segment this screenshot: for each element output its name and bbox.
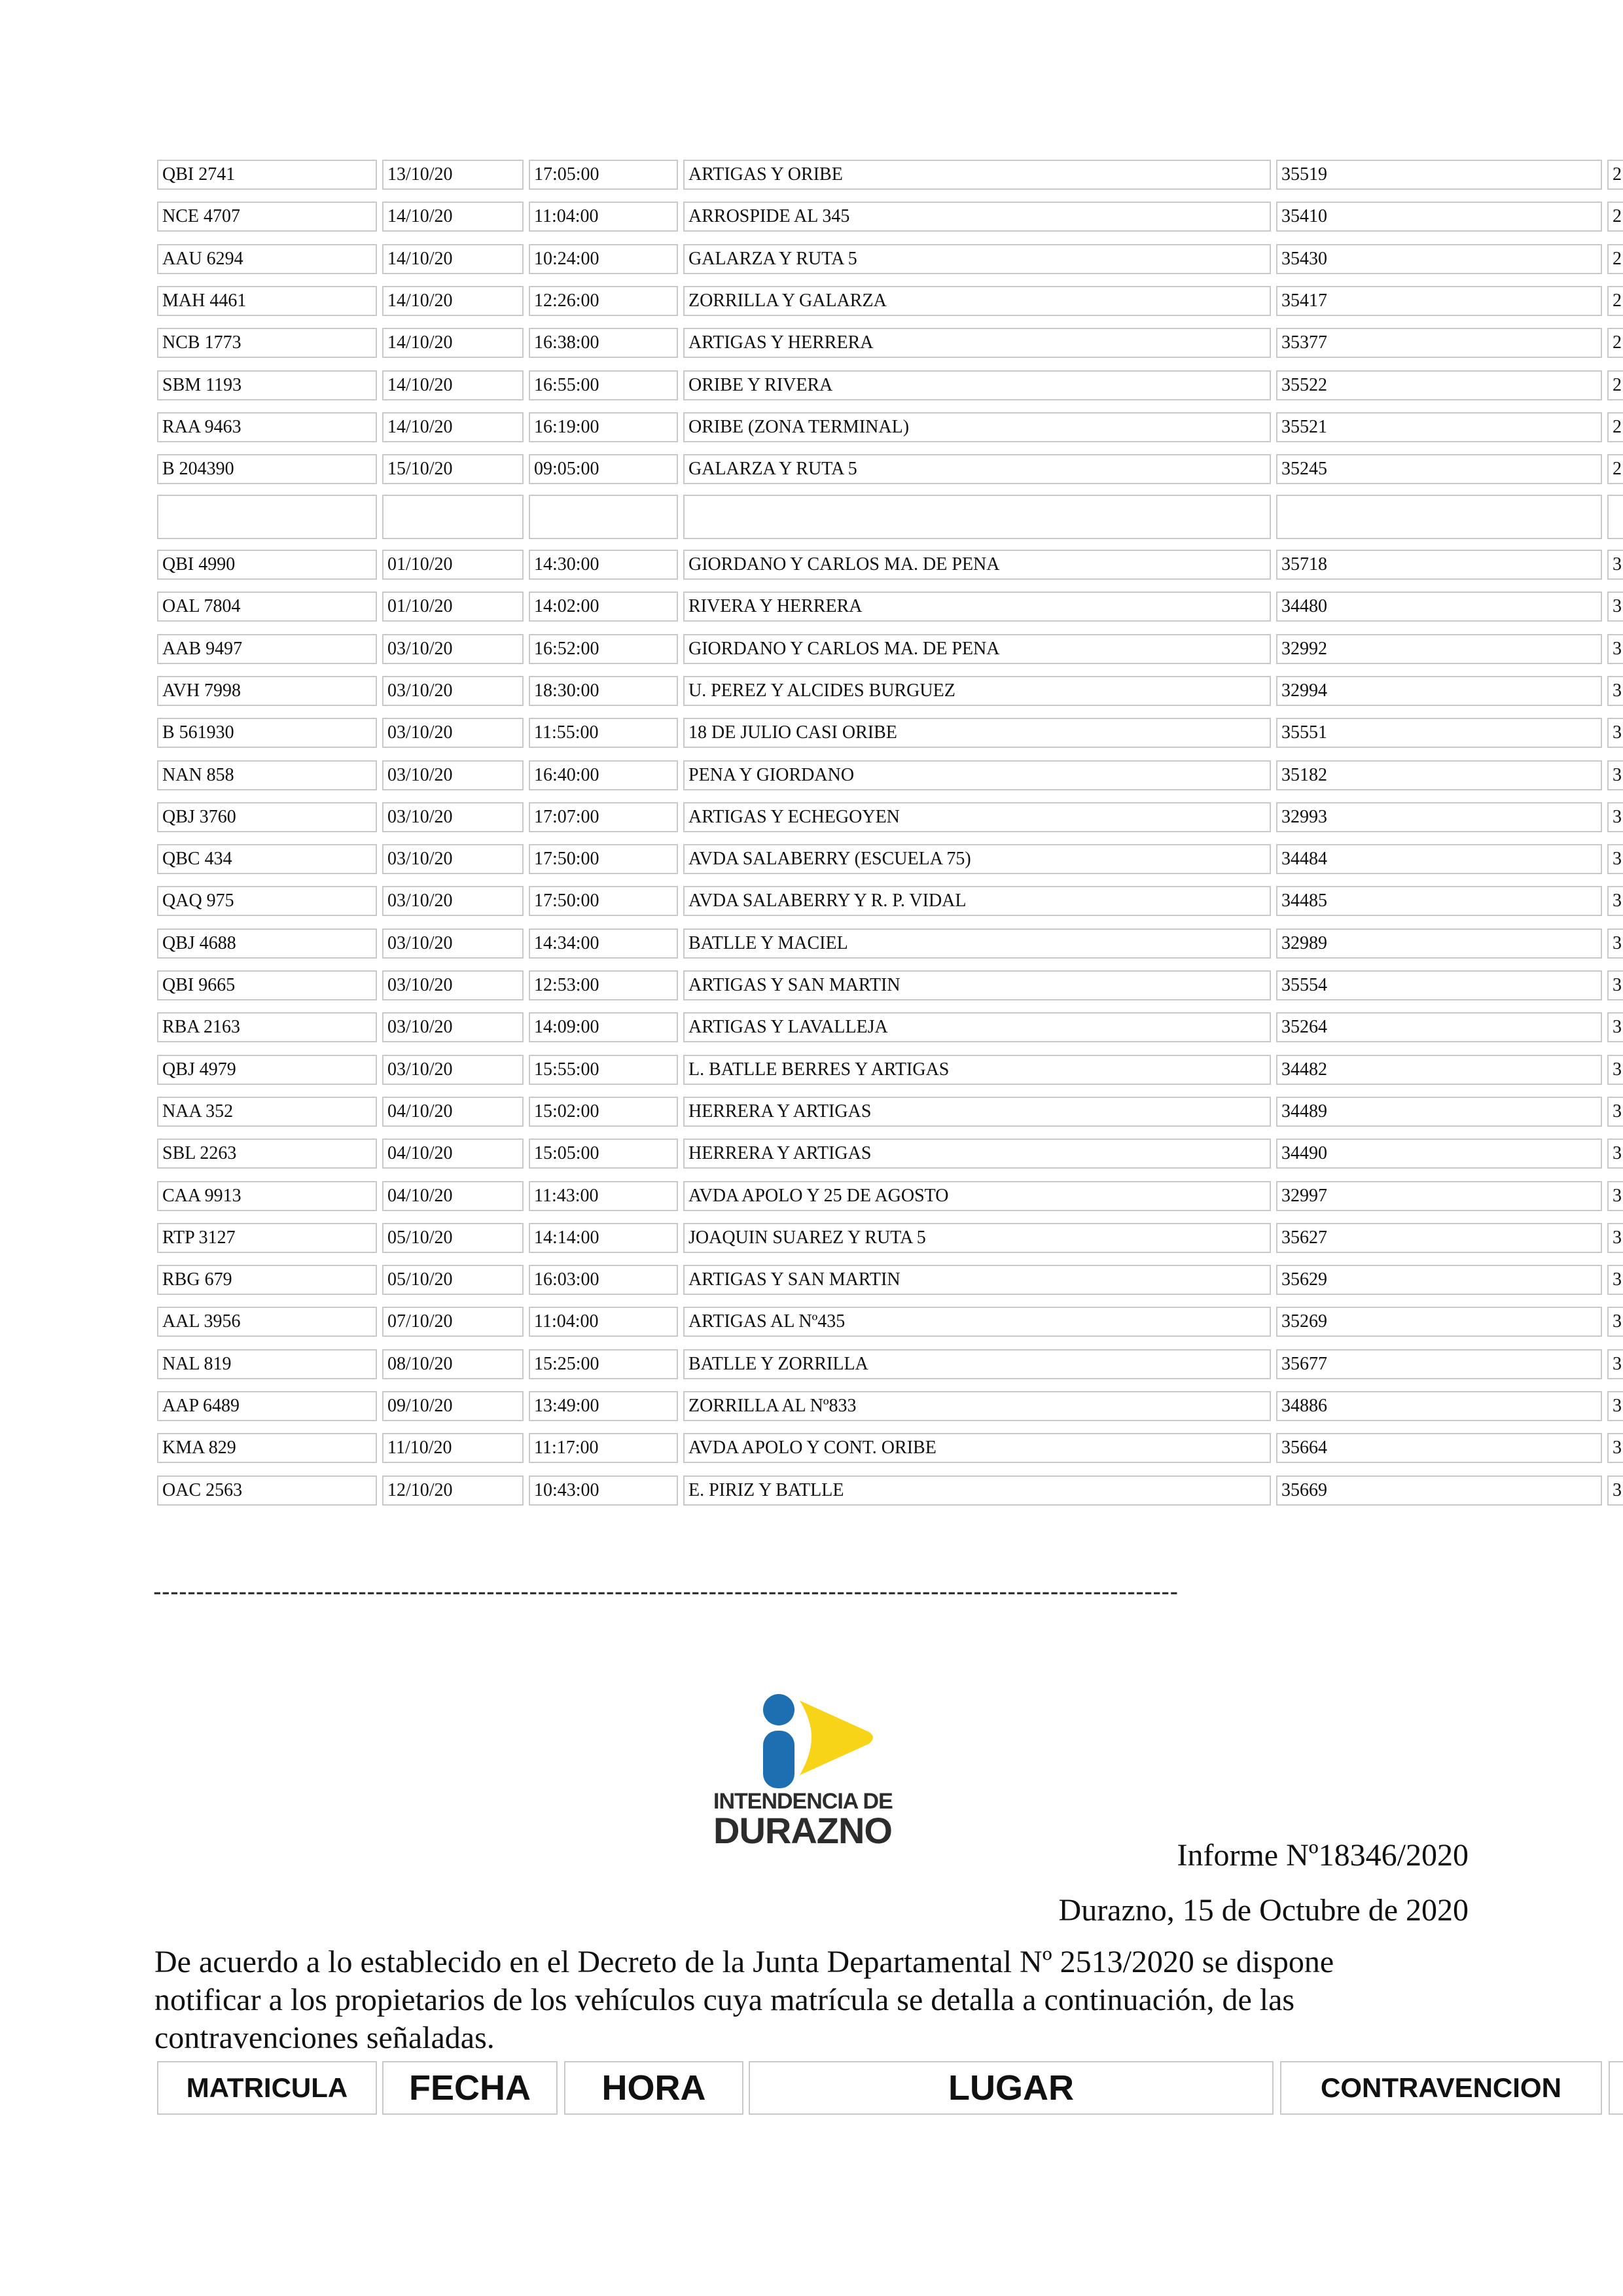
cell-contravencion: 32997 — [1276, 1181, 1602, 1211]
cell-contravencion: 32993 — [1276, 802, 1602, 832]
cell-fecha: 03/10/20 — [382, 970, 524, 1000]
cell-contravencion: 35521 — [1276, 412, 1602, 442]
cell-matricula: NAN 858 — [157, 760, 377, 790]
cell-hora: 10:43:00 — [529, 1475, 678, 1506]
header-extra — [1609, 2061, 1623, 2115]
cell-fecha: 03/10/20 — [382, 634, 524, 664]
cell-hora: 16:52:00 — [529, 634, 678, 664]
cell-extra: 2 — [1607, 370, 1623, 400]
cell-matricula: B 561930 — [157, 718, 377, 748]
table-row — [0, 370, 1623, 403]
cell-hora: 14:34:00 — [529, 928, 678, 959]
cell-matricula: KMA 829 — [157, 1433, 377, 1463]
cell-lugar: BATLLE Y MACIEL — [683, 928, 1271, 959]
table-row — [0, 244, 1623, 277]
cell-hora: 13:49:00 — [529, 1391, 678, 1421]
cell-fecha: 03/10/20 — [382, 1012, 524, 1042]
cell-hora: 16:19:00 — [529, 412, 678, 442]
table-row — [0, 1307, 1623, 1339]
table-row — [0, 1475, 1623, 1508]
cell-lugar: AVDA APOLO Y CONT. ORIBE — [683, 1433, 1271, 1463]
cell-extra: 3 — [1607, 1139, 1623, 1169]
table-row — [0, 1097, 1623, 1129]
cell-matricula: NCB 1773 — [157, 328, 377, 358]
notice-paragraph: De acuerdo a lo establecido en el Decreto de la Junta Departamental Nº 2513/2020 se dispone notificar a los propietarios de los vehículos cuya matrícula se detalla a continuación, de las contravenciones señaladas. — [154, 1945, 1334, 2055]
cell-fecha: 15/10/20 — [382, 454, 524, 484]
cell-fecha: 01/10/20 — [382, 592, 524, 622]
cell-fecha-empty — [382, 495, 524, 539]
cell-matricula: AAU 6294 — [157, 244, 377, 274]
cell-lugar: ARTIGAS Y LAVALLEJA — [683, 1012, 1271, 1042]
cell-fecha: 14/10/20 — [382, 412, 524, 442]
cell-hora: 11:55:00 — [529, 718, 678, 748]
cell-extra: 3 — [1607, 1349, 1623, 1379]
cell-contravencion: 35417 — [1276, 286, 1602, 316]
cell-contravencion: 35669 — [1276, 1475, 1602, 1506]
cell-matricula: NAL 819 — [157, 1349, 377, 1379]
cell-contravencion: 34480 — [1276, 592, 1602, 622]
cell-matricula: RTP 3127 — [157, 1223, 377, 1253]
table-row — [0, 1012, 1623, 1045]
cell-extra: 3 — [1607, 1055, 1623, 1085]
cell-lugar: AVDA APOLO Y 25 DE AGOSTO — [683, 1181, 1271, 1211]
table-row — [0, 802, 1623, 835]
cell-lugar: AVDA SALABERRY (ESCUELA 75) — [683, 844, 1271, 874]
cell-fecha: 04/10/20 — [382, 1139, 524, 1169]
table-row — [0, 928, 1623, 961]
cell-lugar: JOAQUIN SUAREZ Y RUTA 5 — [683, 1223, 1271, 1253]
cell-fecha: 14/10/20 — [382, 370, 524, 400]
cell-lugar: ORIBE (ZONA TERMINAL) — [683, 412, 1271, 442]
cell-extra: 3 — [1607, 1265, 1623, 1295]
cell-contravencion: 34482 — [1276, 1055, 1602, 1085]
cell-fecha: 03/10/20 — [382, 886, 524, 916]
cell-lugar: GALARZA Y RUTA 5 — [683, 454, 1271, 484]
cell-fecha: 07/10/20 — [382, 1307, 524, 1337]
cell-contravencion: 32994 — [1276, 676, 1602, 706]
cell-lugar: ARTIGAS Y SAN MARTIN — [683, 970, 1271, 1000]
cell-extra: 3 — [1607, 718, 1623, 748]
cell-hora: 15:55:00 — [529, 1055, 678, 1085]
cell-hora: 11:43:00 — [529, 1181, 678, 1211]
cell-extra: 3 — [1607, 550, 1623, 580]
cell-matricula: SBL 2263 — [157, 1139, 377, 1169]
cell-contravencion: 34484 — [1276, 844, 1602, 874]
cell-fecha: 03/10/20 — [382, 676, 524, 706]
cell-matricula: NAA 352 — [157, 1097, 377, 1127]
cell-extra: 2 — [1607, 160, 1623, 190]
header-contravencion: CONTRAVENCION — [1280, 2061, 1602, 2115]
table-row — [0, 550, 1623, 582]
report-number: Informe Nº18346/2020 — [1177, 1838, 1469, 1873]
header-hora: HORA — [564, 2061, 743, 2115]
cell-fecha: 04/10/20 — [382, 1097, 524, 1127]
cell-lugar: GIORDANO Y CARLOS MA. DE PENA — [683, 634, 1271, 664]
cell-fecha: 14/10/20 — [382, 286, 524, 316]
cell-matricula-empty — [157, 495, 377, 539]
header-lugar: LUGAR — [749, 2061, 1274, 2115]
cell-matricula: RBA 2163 — [157, 1012, 377, 1042]
cell-contravencion: 32989 — [1276, 928, 1602, 959]
cell-contravencion: 35519 — [1276, 160, 1602, 190]
cell-extra-empty — [1607, 495, 1623, 539]
cell-fecha: 08/10/20 — [382, 1349, 524, 1379]
cell-lugar: ARTIGAS Y ORIBE — [683, 160, 1271, 190]
cell-extra: 3 — [1607, 970, 1623, 1000]
separator-line: ------------------------------------------------------------------------------------------------------------------------ — [153, 1578, 1179, 1606]
table-row — [0, 160, 1623, 192]
cell-fecha: 03/10/20 — [382, 928, 524, 959]
cell-hora: 11:04:00 — [529, 202, 678, 232]
cell-extra: 3 — [1607, 1181, 1623, 1211]
cell-hora: 14:02:00 — [529, 592, 678, 622]
cell-matricula: QBC 434 — [157, 844, 377, 874]
cell-matricula: QBJ 4979 — [157, 1055, 377, 1085]
cell-contravencion: 35629 — [1276, 1265, 1602, 1295]
logo-text-durazno: DURAZNO — [713, 1810, 892, 1851]
cell-extra: 3 — [1607, 1097, 1623, 1127]
cell-fecha: 14/10/20 — [382, 328, 524, 358]
cell-fecha: 05/10/20 — [382, 1265, 524, 1295]
table-row — [0, 676, 1623, 709]
cell-lugar: HERRERA Y ARTIGAS — [683, 1097, 1271, 1127]
table-row — [0, 592, 1623, 624]
cell-matricula: QBJ 3760 — [157, 802, 377, 832]
cell-contravencion: 32992 — [1276, 634, 1602, 664]
table-row — [0, 328, 1623, 361]
cell-contravencion: 34489 — [1276, 1097, 1602, 1127]
cell-fecha: 03/10/20 — [382, 1055, 524, 1085]
cell-matricula: AAL 3956 — [157, 1307, 377, 1337]
cell-lugar: ARTIGAS Y ECHEGOYEN — [683, 802, 1271, 832]
cell-extra: 3 — [1607, 1433, 1623, 1463]
table-row — [0, 1349, 1623, 1382]
cell-lugar: ARTIGAS Y SAN MARTIN — [683, 1265, 1271, 1295]
cell-extra: 3 — [1607, 886, 1623, 916]
cell-lugar: GIORDANO Y CARLOS MA. DE PENA — [683, 550, 1271, 580]
cell-hora: 17:05:00 — [529, 160, 678, 190]
table-row — [0, 886, 1623, 919]
cell-extra: 2 — [1607, 454, 1623, 484]
cell-extra: 3 — [1607, 1475, 1623, 1506]
cell-fecha: 11/10/20 — [382, 1433, 524, 1463]
cell-extra: 3 — [1607, 676, 1623, 706]
table-row — [0, 718, 1623, 751]
cell-extra: 3 — [1607, 844, 1623, 874]
cell-lugar: ARTIGAS AL Nº435 — [683, 1307, 1271, 1337]
table-row — [0, 1433, 1623, 1466]
cell-extra: 3 — [1607, 1391, 1623, 1421]
table-row — [0, 202, 1623, 234]
cell-fecha: 04/10/20 — [382, 1181, 524, 1211]
cell-lugar: HERRERA Y ARTIGAS — [683, 1139, 1271, 1169]
table-row — [0, 634, 1623, 667]
cell-fecha: 09/10/20 — [382, 1391, 524, 1421]
cell-matricula: QBI 4990 — [157, 550, 377, 580]
cell-contravencion: 35551 — [1276, 718, 1602, 748]
cell-lugar: ZORRILLA Y GALARZA — [683, 286, 1271, 316]
cell-matricula: AAB 9497 — [157, 634, 377, 664]
cell-hora: 17:50:00 — [529, 886, 678, 916]
cell-hora: 15:02:00 — [529, 1097, 678, 1127]
cell-contravencion: 35718 — [1276, 550, 1602, 580]
cell-extra: 3 — [1607, 634, 1623, 664]
cell-lugar: BATLLE Y ZORRILLA — [683, 1349, 1271, 1379]
cell-hora: 16:03:00 — [529, 1265, 678, 1295]
cell-contravencion-empty — [1276, 495, 1602, 539]
cell-lugar: ARTIGAS Y HERRERA — [683, 328, 1271, 358]
cell-matricula: QAQ 975 — [157, 886, 377, 916]
cell-matricula: MAH 4461 — [157, 286, 377, 316]
cell-matricula: RBG 679 — [157, 1265, 377, 1295]
cell-lugar: ARROSPIDE AL 345 — [683, 202, 1271, 232]
cell-lugar-empty — [683, 495, 1271, 539]
cell-lugar: AVDA SALABERRY Y R. P. VIDAL — [683, 886, 1271, 916]
cell-hora: 14:09:00 — [529, 1012, 678, 1042]
cell-contravencion: 35377 — [1276, 328, 1602, 358]
cell-hora: 17:07:00 — [529, 802, 678, 832]
cell-fecha: 03/10/20 — [382, 760, 524, 790]
cell-hora: 11:17:00 — [529, 1433, 678, 1463]
cell-hora: 16:55:00 — [529, 370, 678, 400]
cell-matricula: B 204390 — [157, 454, 377, 484]
cell-hora: 14:30:00 — [529, 550, 678, 580]
cell-contravencion: 35677 — [1276, 1349, 1602, 1379]
header-fecha: FECHA — [382, 2061, 558, 2115]
table-row — [0, 970, 1623, 1003]
cell-extra: 3 — [1607, 1012, 1623, 1042]
cell-hora: 14:14:00 — [529, 1223, 678, 1253]
cell-lugar: GALARZA Y RUTA 5 — [683, 244, 1271, 274]
cell-matricula: OAC 2563 — [157, 1475, 377, 1506]
cell-extra: 3 — [1607, 1307, 1623, 1337]
cell-extra: 2 — [1607, 328, 1623, 358]
cell-extra: 3 — [1607, 928, 1623, 959]
cell-hora: 17:50:00 — [529, 844, 678, 874]
cell-lugar: ZORRILLA AL Nº833 — [683, 1391, 1271, 1421]
cell-hora: 16:38:00 — [529, 328, 678, 358]
cell-contravencion: 34886 — [1276, 1391, 1602, 1421]
cell-contravencion: 35264 — [1276, 1012, 1602, 1042]
cell-hora: 12:26:00 — [529, 286, 678, 316]
table-row — [0, 1139, 1623, 1171]
cell-fecha: 05/10/20 — [382, 1223, 524, 1253]
cell-contravencion: 35664 — [1276, 1433, 1602, 1463]
cell-lugar: ORIBE Y RIVERA — [683, 370, 1271, 400]
cell-matricula: AVH 7998 — [157, 676, 377, 706]
cell-extra: 3 — [1607, 760, 1623, 790]
cell-contravencion: 35182 — [1276, 760, 1602, 790]
cell-extra: 3 — [1607, 802, 1623, 832]
cell-fecha: 13/10/20 — [382, 160, 524, 190]
cell-matricula: QBI 9665 — [157, 970, 377, 1000]
cell-fecha: 03/10/20 — [382, 718, 524, 748]
cell-contravencion: 35245 — [1276, 454, 1602, 484]
cell-fecha: 03/10/20 — [382, 844, 524, 874]
cell-contravencion: 35269 — [1276, 1307, 1602, 1337]
table-row — [0, 844, 1623, 877]
cell-contravencion: 34485 — [1276, 886, 1602, 916]
cell-contravencion: 35410 — [1276, 202, 1602, 232]
cell-matricula: CAA 9913 — [157, 1181, 377, 1211]
cell-matricula: RAA 9463 — [157, 412, 377, 442]
table-row-empty — [0, 495, 1623, 527]
cell-hora: 15:25:00 — [529, 1349, 678, 1379]
cell-contravencion: 35627 — [1276, 1223, 1602, 1253]
cell-contravencion: 35554 — [1276, 970, 1602, 1000]
cell-hora-empty — [529, 495, 678, 539]
cell-matricula: OAL 7804 — [157, 592, 377, 622]
table-row — [0, 1391, 1623, 1424]
cell-extra: 3 — [1607, 1223, 1623, 1253]
cell-hora: 10:24:00 — [529, 244, 678, 274]
cell-lugar: L. BATLLE BERRES Y ARTIGAS — [683, 1055, 1271, 1085]
document-date: Durazno, 15 de Octubre de 2020 — [1058, 1893, 1469, 1928]
cell-hora: 15:05:00 — [529, 1139, 678, 1169]
header-matricula: MATRICULA — [157, 2061, 377, 2115]
table-row — [0, 286, 1623, 319]
table-row — [0, 1181, 1623, 1214]
table-row — [0, 412, 1623, 445]
cell-fecha: 14/10/20 — [382, 202, 524, 232]
table-row — [0, 1223, 1623, 1256]
logo-text-intendencia: INTENDENCIA DE — [713, 1789, 893, 1814]
cell-extra: 2 — [1607, 286, 1623, 316]
cell-hora: 16:40:00 — [529, 760, 678, 790]
cell-fecha: 14/10/20 — [382, 244, 524, 274]
cell-matricula: AAP 6489 — [157, 1391, 377, 1421]
cell-hora: 18:30:00 — [529, 676, 678, 706]
cell-matricula: SBM 1193 — [157, 370, 377, 400]
cell-matricula: NCE 4707 — [157, 202, 377, 232]
cell-fecha: 01/10/20 — [382, 550, 524, 580]
table-row — [0, 1265, 1623, 1298]
cell-contravencion: 35522 — [1276, 370, 1602, 400]
cell-hora: 11:04:00 — [529, 1307, 678, 1337]
cell-hora: 09:05:00 — [529, 454, 678, 484]
cell-lugar: PENA Y GIORDANO — [683, 760, 1271, 790]
cell-matricula: QBI 2741 — [157, 160, 377, 190]
cell-contravencion: 34490 — [1276, 1139, 1602, 1169]
cell-extra: 2 — [1607, 244, 1623, 274]
table-row — [0, 760, 1623, 793]
table-row — [0, 454, 1623, 487]
cell-contravencion: 35430 — [1276, 244, 1602, 274]
cell-lugar: U. PEREZ Y ALCIDES BURGUEZ — [683, 676, 1271, 706]
cell-matricula: QBJ 4688 — [157, 928, 377, 959]
cell-hora: 12:53:00 — [529, 970, 678, 1000]
cell-extra: 2 — [1607, 202, 1623, 232]
cell-extra: 3 — [1607, 592, 1623, 622]
cell-fecha: 12/10/20 — [382, 1475, 524, 1506]
cell-lugar: E. PIRIZ Y BATLLE — [683, 1475, 1271, 1506]
cell-lugar: 18 DE JULIO CASI ORIBE — [683, 718, 1271, 748]
cell-lugar: RIVERA Y HERRERA — [683, 592, 1271, 622]
cell-fecha: 03/10/20 — [382, 802, 524, 832]
table-row — [0, 1055, 1623, 1087]
cell-extra: 2 — [1607, 412, 1623, 442]
